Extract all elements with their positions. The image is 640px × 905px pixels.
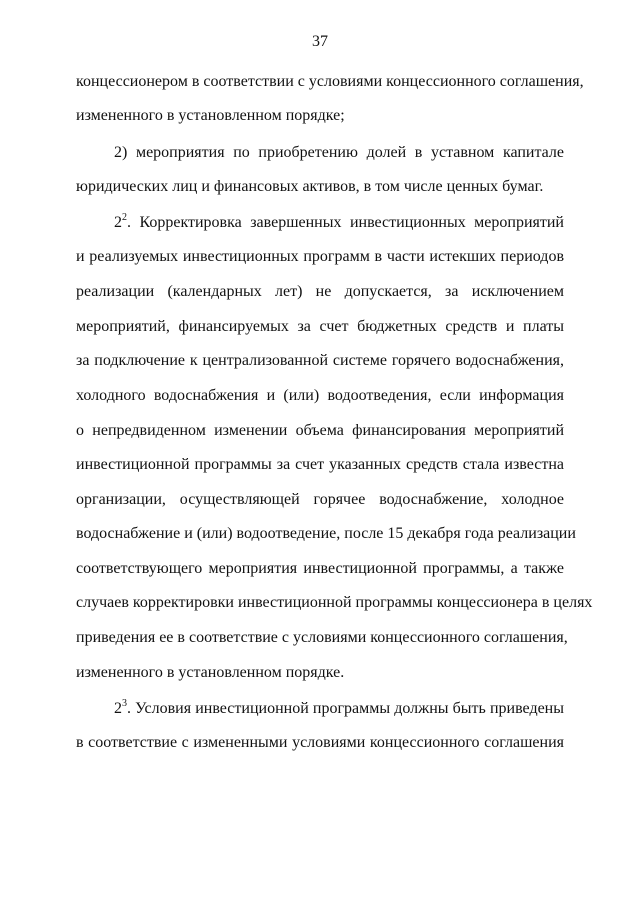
paragraph-4-line-1: [114, 699, 564, 719]
paragraph-1-line-1: концессионером в соответствии с условиями концессионного соглашения,: [76, 73, 584, 90]
paragraph-3-line-6: холодного водоснабжения и (или) водоотведения, если информация: [76, 387, 564, 404]
paragraph-2-line-1: 2) мероприятия по приобретению долей в уставном капитале: [114, 144, 564, 161]
paragraph-3-line-5: за подключение к централизованной системе горячего водоснабжения,: [76, 352, 564, 369]
paragraph-3-line-9: организации, осуществляющей горячее водоснабжение, холодное: [76, 491, 564, 508]
paragraph-4-line-2: в соответствие с измененными условиями концессионного соглашения: [76, 734, 564, 751]
paragraph-3-line-8: инвестиционной программы за счет указанных средств стала известна: [76, 456, 564, 473]
paragraph-3-line-13: приведения ее в соответствие с условиями концессионного соглашения,: [76, 629, 568, 646]
clause-number-superscript: 3: [122, 697, 127, 709]
paragraph-3-line-2: и реализуемых инвестиционных программ в части истекших периодов: [76, 248, 564, 265]
clause-number-superscript: 2: [122, 211, 127, 223]
page-number: 37: [312, 33, 328, 50]
paragraph-1-line-2: измененного в установленном порядке;: [76, 107, 345, 124]
paragraph-3-line-11: соответствующего мероприятия инвестиционной программы, а также: [76, 560, 564, 577]
paragraph-3-line-10: водоснабжение и (или) водоотведение, после 15 декабря года реализации: [76, 525, 576, 542]
paragraph-3-line-12: случаев корректировки инвестиционной программы концессионера в целях: [76, 594, 593, 611]
paragraph-4-line-1-text: . Условия инвестиционной программы должны быть приведены: [127, 700, 564, 717]
clause-number-base: 2: [114, 214, 122, 231]
paragraph-3-line-14: измененного в установленном порядке.: [76, 664, 345, 681]
paragraph-3-line-1-text: . Корректировка завершенных инвестиционных мероприятий: [127, 214, 564, 231]
paragraph-3-line-3: реализации (календарных лет) не допускается, за исключением: [76, 283, 564, 300]
clause-number-base: 2: [114, 700, 122, 717]
paragraph-3-line-1: [114, 213, 564, 233]
paragraph-2-line-2: юридических лиц и финансовых активов, в том числе ценных бумаг.: [76, 178, 544, 195]
paragraph-3-line-4: мероприятий, финансируемых за счет бюджетных средств и платы: [76, 318, 564, 335]
paragraph-3-line-7: о непредвиденном изменении объема финансирования мероприятий: [76, 422, 564, 439]
